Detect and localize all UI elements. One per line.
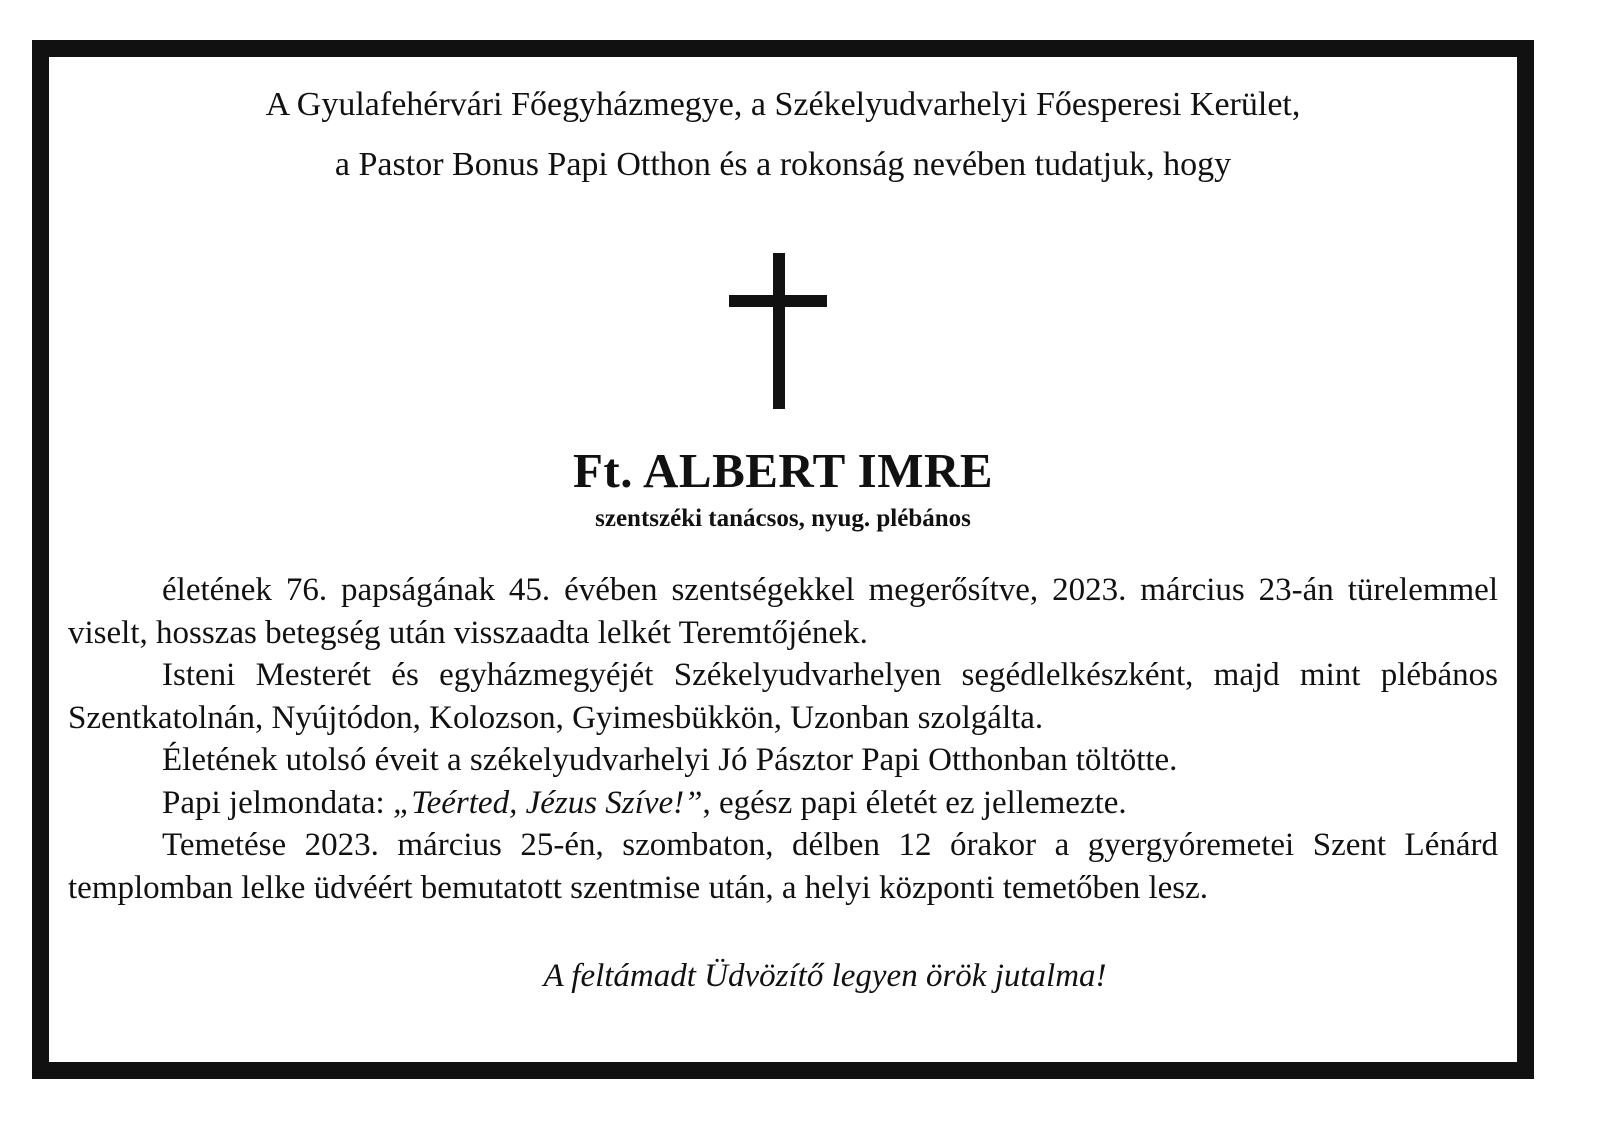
obituary-frame	[32, 40, 1534, 1079]
obituary-body	[68, 569, 1498, 909]
motto-text: „Teérted, Jézus Szíve!”	[392, 784, 703, 821]
body-paragraph-motto	[68, 782, 1498, 825]
body-paragraph-last-years: Életének utolsó éveit a székelyudvarhelyi Jó Pásztor Papi Otthonban töltötte.	[162, 742, 1178, 778]
cross-icon	[729, 253, 827, 409]
body-paragraph-life: életének 76. papságának 45. évében szentségekkel megerősítve, 2023. március 23-án türelemmel viselt, hosszas betegség után visszaadta lelkét Teremtőjének.	[68, 572, 1498, 651]
motto-suffix: , egész papi életét ez jellemezte.	[702, 784, 1127, 821]
motto-prefix: Papi jelmondata:	[162, 784, 393, 821]
body-paragraph-service: Isteni Mesterét és egyházmegyéjét Székelyudvarhelyen segédlelkészként, majd mint plébános Szentkatolnán, Nyújtódon, Kolozson, Gyimesbükkön, Uzonban szolgálta.	[68, 657, 1498, 736]
deceased-title: szentszéki tanácsos, nyug. plébános	[595, 505, 971, 532]
closing-blessing: A feltámadt Üdvözítő legyen örök jutalma!	[543, 958, 1107, 994]
header-line-2: a Pastor Bonus Papi Otthon és a rokonság nevében tudatjuk, hogy	[334, 146, 1232, 183]
header-line-1: A Gyulafehérvári Főegyházmegye, a Székelyudvarhelyi Főesperesi Kerület,	[265, 86, 1301, 123]
deceased-name: Ft. ALBERT IMRE	[572, 443, 994, 498]
body-paragraph-funeral: Temetése 2023. március 25-én, szombaton, délben 12 órakor a gyergyóremetei Szent Lénárd templomban lelke üdvéért bemutatott szentmise után, a helyi központi temetőben lesz.	[68, 827, 1498, 906]
